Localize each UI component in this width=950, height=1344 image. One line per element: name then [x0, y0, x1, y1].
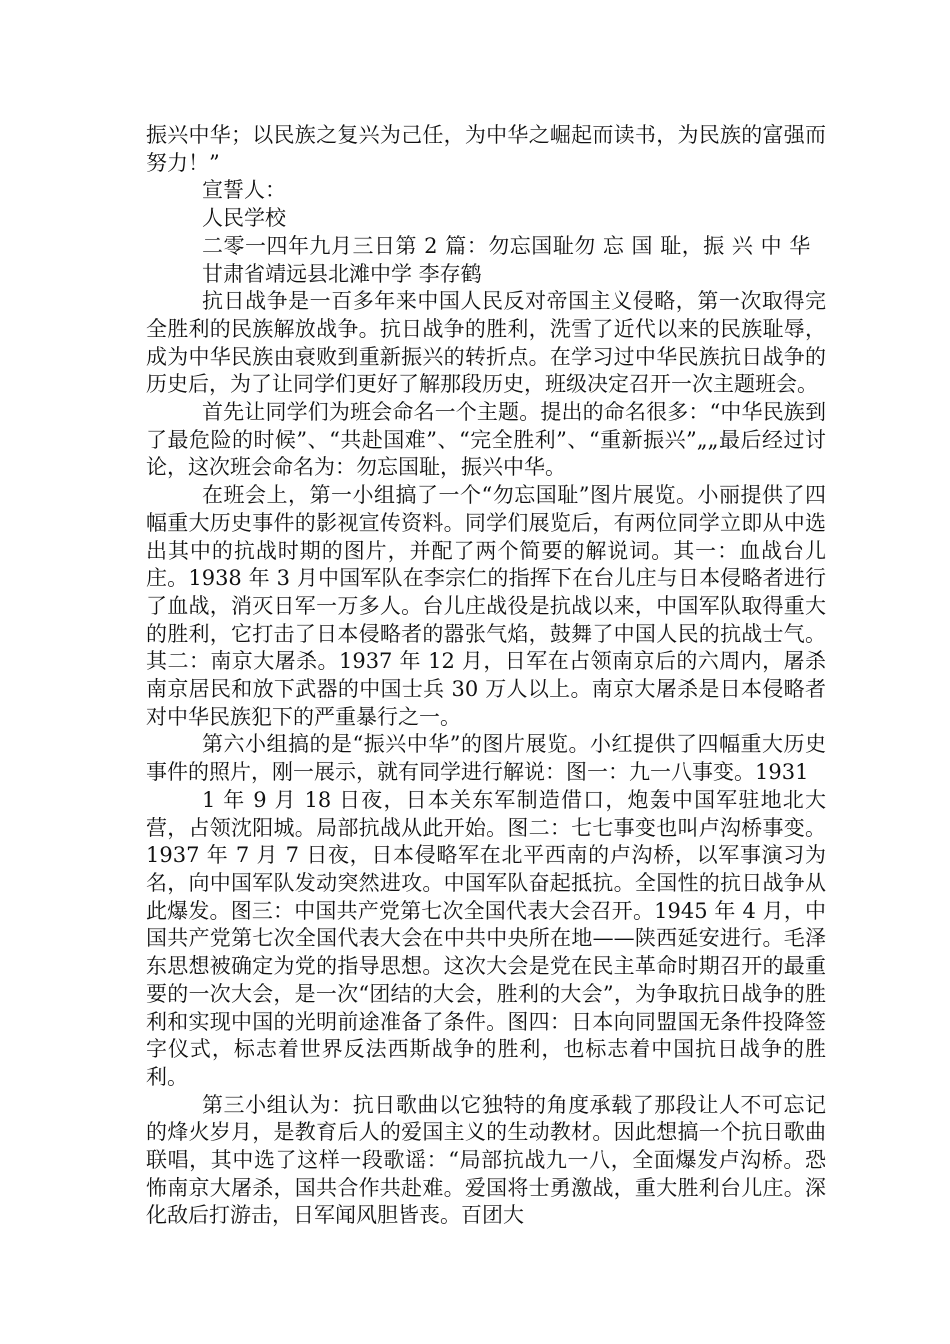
school-name: 人民学校: [202, 206, 286, 231]
body-paragraph: 第三小组认为：抗日歌曲以它独特的角度承载了那段让人不可忘记的烽火岁月，是教育后人的爱国主义的生动教材。因此想搞一个抗日歌曲联唱，其中选了这样一段歌谣：“局部抗战九一八，全面爆发卢沟桥。恐怖南京大屠杀，国共合作共赴难。爱国将士勇激战，重大胜利台儿庄。深化敌后打游击，日军闻风胆皆丧。百团大: [146, 1092, 826, 1228]
body-paragraph: 首先让同学们为班会命名一个主题。提出的命名很多：“中华民族到了最危险的时候”、“共赴国难”、“完全胜利”、“重新振兴”„„最后经过讨论，这次班会命名为：勿忘国耻，振兴中华。: [146, 400, 826, 480]
body-paragraph: 抗日战争是一百多年来中国人民反对帝国主义侵略，第一次取得完全胜利的民族解放战争。抗日战争的胜利，洗雪了近代以来的民族耻辱，成为中华民族由衰败到重新振兴的转折点。在学习过中华民族抗日战争的历史后，为了让同学们更好了解那段历史，班级决定召开一次主题班会。: [146, 289, 826, 397]
author-line: 甘肃省靖远县北滩中学 李存鹤: [202, 261, 482, 286]
date-and-article-title: 二零一四年九月三日第 2 篇：勿忘国耻勿 忘 国 耻，振 兴 中 华: [202, 233, 811, 258]
oath-signer-label: 宣誓人：: [202, 178, 286, 203]
body-paragraph: 在班会上，第一小组搞了一个“勿忘国耻”图片展览。小丽提供了四幅重大历史事件的影视宣传资料。同学们展览后，有两位同学立即从中选出其中的抗战时期的图片，并配了两个简要的解说词。其一：血战台儿庄。1938 年 3 月中国军队在李宗仁的指挥下在台儿庄与日本侵略者进行了血战，消灭日军一万多人。台儿庄战役是抗战以来，中国军队取得重大的胜利，它打击了日本侵略者的嚣张气焰，鼓舞了中国人民的抗战士气。其二：南京大屠杀。1937 年 12 月，日军在占领南京后的六周内，屠杀南京居民和放下武器的中国士兵 30 万人以上。南京大屠杀是日本侵略者对中华民族犯下的严重暴行之一。: [146, 483, 826, 729]
oath-closing-paragraph: 振兴中华；以民族之复兴为己任，为中华之崛起而读书，为民族的富强而努力！”: [146, 123, 826, 175]
document-page: [146, 122, 826, 1230]
body-paragraph: 1 年 9 月 18 日夜，日本关东军制造借口，炮轰中国军驻地北大营，占领沈阳城。局部抗战从此开始。图二：七七事变也叫卢沟桥事变。1937 年 7 月 7 日夜，日本侵略军在北平西南的卢沟桥，以军事演习为名，向中国军队发动突然进攻。中国军队奋起抵抗。全国性的抗日战争从此爆发。图三：中国共产党第七次全国代表大会召开。1945 年 4 月，中国共产党第七次全国代表大会在中共中央所在地——陕西延安进行。毛泽东思想被确定为党的指导思想。这次大会是党在民主革命时期召开的最重要的一次大会，是一次“团结的大会，胜利的大会”，为争取抗日战争的胜利和实现中国的光明前途准备了条件。图四：日本向同盟国无条件投降签字仪式，标志着世界反法西斯战争的胜利，也标志着中国抗日战争的胜利。: [146, 787, 826, 1089]
body-paragraph: 第六小组搞的是“振兴中华”的图片展览。小红提供了四幅重大历史事件的照片，刚一展示，就有同学进行解说：图一：九一八事变。1931: [146, 732, 826, 785]
